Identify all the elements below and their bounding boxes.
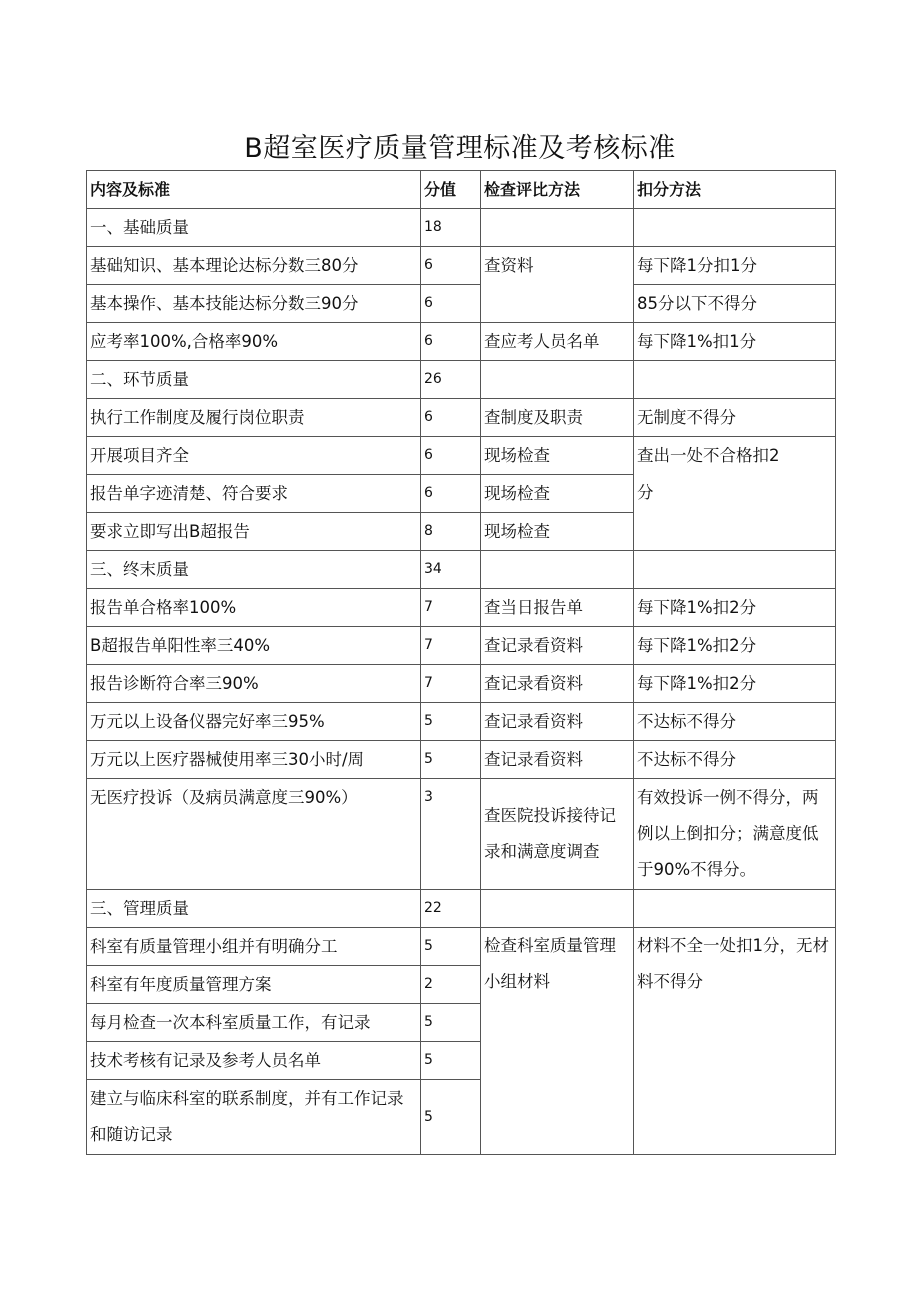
row-score: 6 — [421, 437, 481, 475]
section-score: 34 — [421, 551, 481, 589]
row-deduct: 85分以下不得分 — [634, 285, 836, 323]
section-score: 22 — [421, 890, 481, 928]
row-score: 6 — [421, 399, 481, 437]
header-score: 分值 — [421, 171, 481, 209]
header-deduct: 扣分方法 — [634, 171, 836, 209]
row-content: 科室有年度质量管理方案 — [87, 966, 421, 1004]
row-method: 查应考人员名单 — [481, 323, 634, 361]
row-deduct: 有效投诉一例不得分，两例以上倒扣分；满意度低于90%不得分。 — [634, 779, 836, 890]
row-method: 查记录看资料 — [481, 741, 634, 779]
row-content: 报告单合格率100% — [87, 589, 421, 627]
row-score: 7 — [421, 627, 481, 665]
row-content: 基础知识、基本理论达标分数三80分 — [87, 247, 421, 285]
row-content: 科室有质量管理小组并有明确分工 — [87, 928, 421, 966]
table-row — [87, 437, 836, 475]
table-header-row — [87, 171, 836, 209]
header-method: 检查评比方法 — [481, 171, 634, 209]
row-method: 查制度及职责 — [481, 399, 634, 437]
standards-table — [86, 170, 836, 1155]
row-content: 基本操作、基本技能达标分数三90分 — [87, 285, 421, 323]
row-score: 6 — [421, 323, 481, 361]
row-score: 5 — [421, 928, 481, 966]
table-row — [87, 703, 836, 741]
table-row — [87, 323, 836, 361]
row-score: 5 — [421, 1042, 481, 1080]
row-score: 6 — [421, 285, 481, 323]
row-content: 报告诊断符合率三90% — [87, 665, 421, 703]
row-content: 每月检查一次本科室质量工作，有记录 — [87, 1004, 421, 1042]
page-title: B超室医疗质量管理标准及考核标准 — [244, 133, 676, 164]
row-method: 查记录看资料 — [481, 627, 634, 665]
row-content: 应考率100%,合格率90% — [87, 323, 421, 361]
row-method: 查资料 — [481, 247, 634, 323]
row-score: 3 — [421, 779, 481, 890]
row-deduct: 无制度不得分 — [634, 399, 836, 437]
row-method: 现场检查 — [481, 513, 634, 551]
row-score: 5 — [421, 703, 481, 741]
row-content: 技术考核有记录及参考人员名单 — [87, 1042, 421, 1080]
row-method: 现场检查 — [481, 475, 634, 513]
table-row — [87, 928, 836, 966]
row-score: 6 — [421, 475, 481, 513]
section-score: 18 — [421, 209, 481, 247]
row-deduct-line: 分 — [637, 483, 654, 502]
row-method: 现场检查 — [481, 437, 634, 475]
table-row — [87, 247, 836, 285]
row-deduct-line: 查出一处不合格扣2 — [637, 446, 780, 465]
row-content: 执行工作制度及履行岗位职责 — [87, 399, 421, 437]
row-score: 7 — [421, 665, 481, 703]
row-deduct: 材料不全一处扣1分，无材料不得分 — [634, 928, 836, 1155]
row-deduct: 不达标不得分 — [634, 741, 836, 779]
row-method: 查医院投诉接待记录和满意度调查 — [481, 779, 634, 890]
row-method: 查当日报告单 — [481, 589, 634, 627]
table-row — [87, 627, 836, 665]
row-deduct: 每下降1%扣2分 — [634, 665, 836, 703]
section-row — [87, 361, 836, 399]
section-title: 二、环节质量 — [87, 361, 421, 399]
section-title: 三、终末质量 — [87, 551, 421, 589]
table-row — [87, 285, 836, 323]
row-content: B超报告单阳性率三40% — [87, 627, 421, 665]
row-deduct: 每下降1%扣2分 — [634, 627, 836, 665]
row-content: 无医疗投诉（及病员满意度三90%） — [87, 779, 421, 890]
row-score: 7 — [421, 589, 481, 627]
row-content: 开展项目齐全 — [87, 437, 421, 475]
section-title: 一、基础质量 — [87, 209, 421, 247]
row-deduct — [634, 437, 836, 551]
section-score: 26 — [421, 361, 481, 399]
section-row — [87, 551, 836, 589]
header-content: 内容及标准 — [87, 171, 421, 209]
row-method: 查记录看资料 — [481, 665, 634, 703]
row-deduct: 每下降1分扣1分 — [634, 247, 836, 285]
row-score: 6 — [421, 247, 481, 285]
table-row — [87, 589, 836, 627]
row-score: 5 — [421, 1080, 481, 1155]
section-row — [87, 890, 836, 928]
table-row — [87, 741, 836, 779]
section-title: 三、管理质量 — [87, 890, 421, 928]
row-score: 2 — [421, 966, 481, 1004]
section-row — [87, 209, 836, 247]
table-row — [87, 779, 836, 890]
row-deduct: 每下降1%扣2分 — [634, 589, 836, 627]
row-deduct: 不达标不得分 — [634, 703, 836, 741]
row-content: 万元以上医疗器械使用率三30小时/周 — [87, 741, 421, 779]
row-score: 5 — [421, 1004, 481, 1042]
row-content: 万元以上设备仪器完好率三95% — [87, 703, 421, 741]
row-method: 检查科室质量管理小组材料 — [481, 928, 634, 1155]
row-content: 要求立即写出B超报告 — [87, 513, 421, 551]
row-method: 查记录看资料 — [481, 703, 634, 741]
row-content: 报告单字迹清楚、符合要求 — [87, 475, 421, 513]
row-deduct: 每下降1%扣1分 — [634, 323, 836, 361]
row-content: 建立与临床科室的联系制度，并有工作记录和随访记录 — [87, 1080, 421, 1155]
table-row — [87, 665, 836, 703]
row-score: 5 — [421, 741, 481, 779]
row-score: 8 — [421, 513, 481, 551]
table-row — [87, 399, 836, 437]
